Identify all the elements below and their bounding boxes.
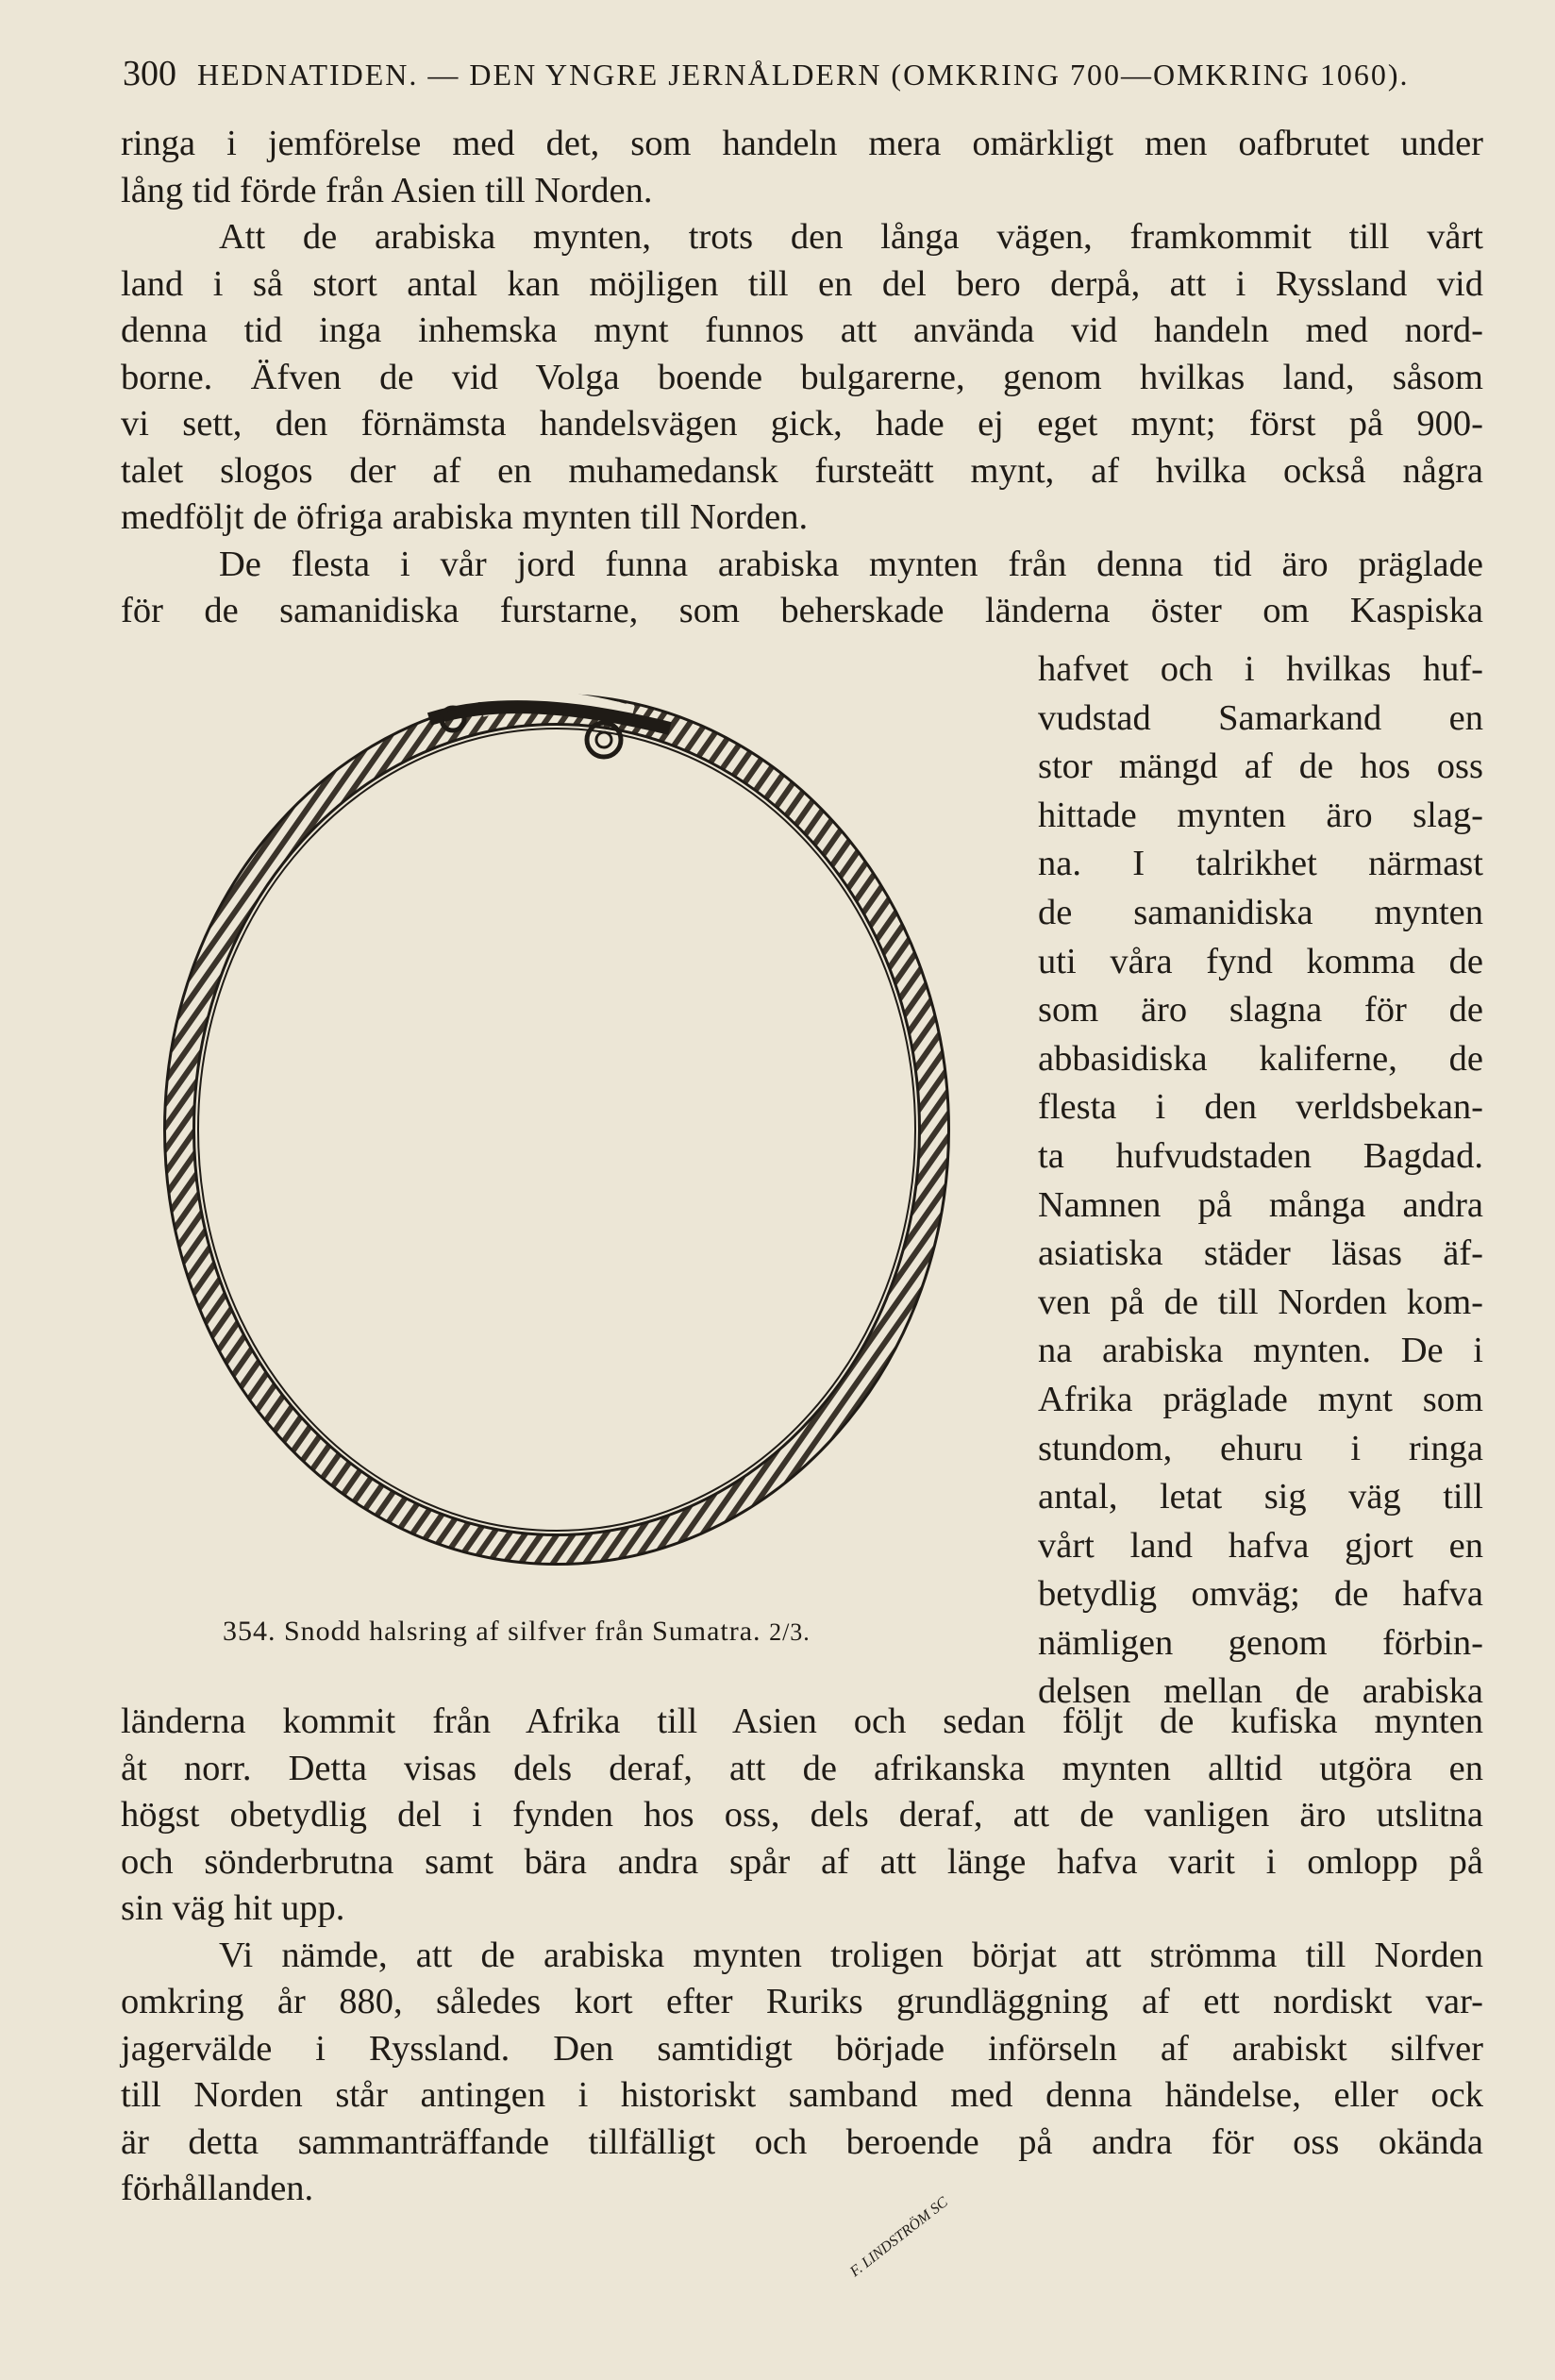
page-number: 300	[123, 54, 176, 93]
text-line: stor mängd af de hos oss	[1038, 746, 1483, 787]
text-line: för de samanidiska furstarne, som beherskade länderna öster om Kaspiska	[121, 591, 1483, 630]
text-line: till Norden står antingen i historiskt samband med denna händelse, eller ock	[121, 2075, 1483, 2115]
text-line: Afrika präglade mynt som	[1038, 1379, 1483, 1419]
text-line: och sönderbrutna samt bära andra spår af att länge hafva varit i omlopp på	[121, 1841, 1483, 1882]
text-line: ven på de till Norden kom-	[1038, 1282, 1483, 1322]
body-text-bottom	[121, 1699, 1483, 2213]
text-line: borne. Äfven de vid Volga boende bulgarerne, genom hvilkas land, såsom	[121, 357, 1483, 397]
text-line: betydlig omväg; de hafva	[1038, 1574, 1483, 1615]
text-line: De flesta i vår jord funna arabiska mynten från denna tid äro präglade	[219, 544, 1483, 584]
text-line: vudstad Samarkand en	[1038, 697, 1483, 738]
text-line: denna tid inga inhemska mynt funnos att använda vid handeln med nord-	[121, 310, 1483, 350]
text-line: land i så stort antal kan möjligen till en del bero derpå, att i Ryssland vid	[121, 263, 1483, 304]
text-line: delsen mellan de arabiska	[1038, 1671, 1483, 1712]
text-line: uti våra fynd komma de	[1038, 941, 1483, 981]
text-line: länderna kommit från Afrika till Asien och sedan följt de kufiska mynten	[121, 1701, 1483, 1741]
text-line: Namnen på många andra	[1038, 1184, 1483, 1225]
text-line: omkring år 880, således kort efter Ruriks grundläggning af ett nordiskt var-	[121, 1982, 1483, 2021]
text-line: talet slogos der af en muhamedansk fursteätt mynt, af hvilka också några	[121, 450, 1483, 491]
running-header	[123, 53, 1481, 94]
running-title: HEDNATIDEN. — DEN YNGRE JERNÅLDERN (OMKRING 700—OMKRING 1060).	[197, 58, 1410, 92]
figure-caption-text: 354. Snodd halsring af silfver från Sumatra.	[223, 1616, 761, 1647]
text-line: asiatiska städer läsas äf-	[1038, 1233, 1483, 1274]
text-line: na arabiska mynten. De i	[1038, 1331, 1483, 1371]
figure-scale: 2/3.	[769, 1618, 811, 1646]
text-line: åt norr. Detta visas dels deraf, att de afrikanska mynten alltid utgöra en	[121, 1748, 1483, 1788]
text-line: ringa i jemförelse med det, som handeln mera omärkligt men oafbrutet under	[121, 124, 1483, 163]
text-line: som äro slagna för de	[1038, 990, 1483, 1031]
text-line: lång tid förde från Asien till Norden.	[121, 170, 653, 210]
text-line: medföljt de öfriga arabiska mynten till Norden.	[121, 497, 809, 537]
text-line: de samanidiska mynten	[1038, 892, 1483, 932]
text-line: abbasidiska kaliferne, de	[1038, 1038, 1483, 1079]
text-line: högst obetydlig del i fynden hos oss, dels deraf, att de vanligen äro utslitna	[121, 1795, 1483, 1835]
twisted-ring-engraving	[142, 672, 1010, 1606]
text-line: stundom, ehuru i ringa	[1038, 1428, 1483, 1468]
text-line: na. I talrikhet närmast	[1038, 844, 1483, 884]
engraver-signature: F. LINDSTRÖM SC	[846, 2194, 951, 2281]
text-line: jagervälde i Ryssland. Den samtidigt började införseln af arabiskt silfver	[121, 2028, 1483, 2069]
figure-caption	[223, 1616, 811, 1648]
text-line: hafvet och i hvilkas huf-	[1038, 649, 1483, 689]
body-text-top	[121, 121, 1483, 635]
text-line: Vi nämde, att de arabiska mynten troligen börjat att strömma till Norden	[219, 1935, 1483, 1975]
text-line: vi sett, den förnämsta handelsvägen gick, hade ej eget mynt; först på 900-	[121, 404, 1483, 444]
ring-twist	[179, 710, 934, 1550]
text-line: nämligen genom förbin-	[1038, 1622, 1483, 1663]
text-line: Att de arabiska mynten, trots den långa vägen, framkommit till vårt	[219, 217, 1483, 257]
text-line: vårt land hafva gjort en	[1038, 1525, 1483, 1566]
text-line: förhållanden.	[121, 2169, 314, 2208]
text-line: hittade mynten äro slag-	[1038, 795, 1483, 835]
text-line: ta hufvudstaden Bagdad.	[1038, 1135, 1483, 1176]
text-line: flesta i den verldsbekan-	[1038, 1087, 1483, 1128]
text-line: sin väg hit upp.	[121, 1888, 345, 1928]
ring-inner-edge	[198, 729, 915, 1531]
text-line: är detta sammanträffande tillfälligt och beroende på andra för oss okända	[121, 2121, 1483, 2162]
body-text-wrapped-column	[1038, 645, 1483, 1717]
text-line: antal, letat sig väg till	[1038, 1477, 1483, 1517]
